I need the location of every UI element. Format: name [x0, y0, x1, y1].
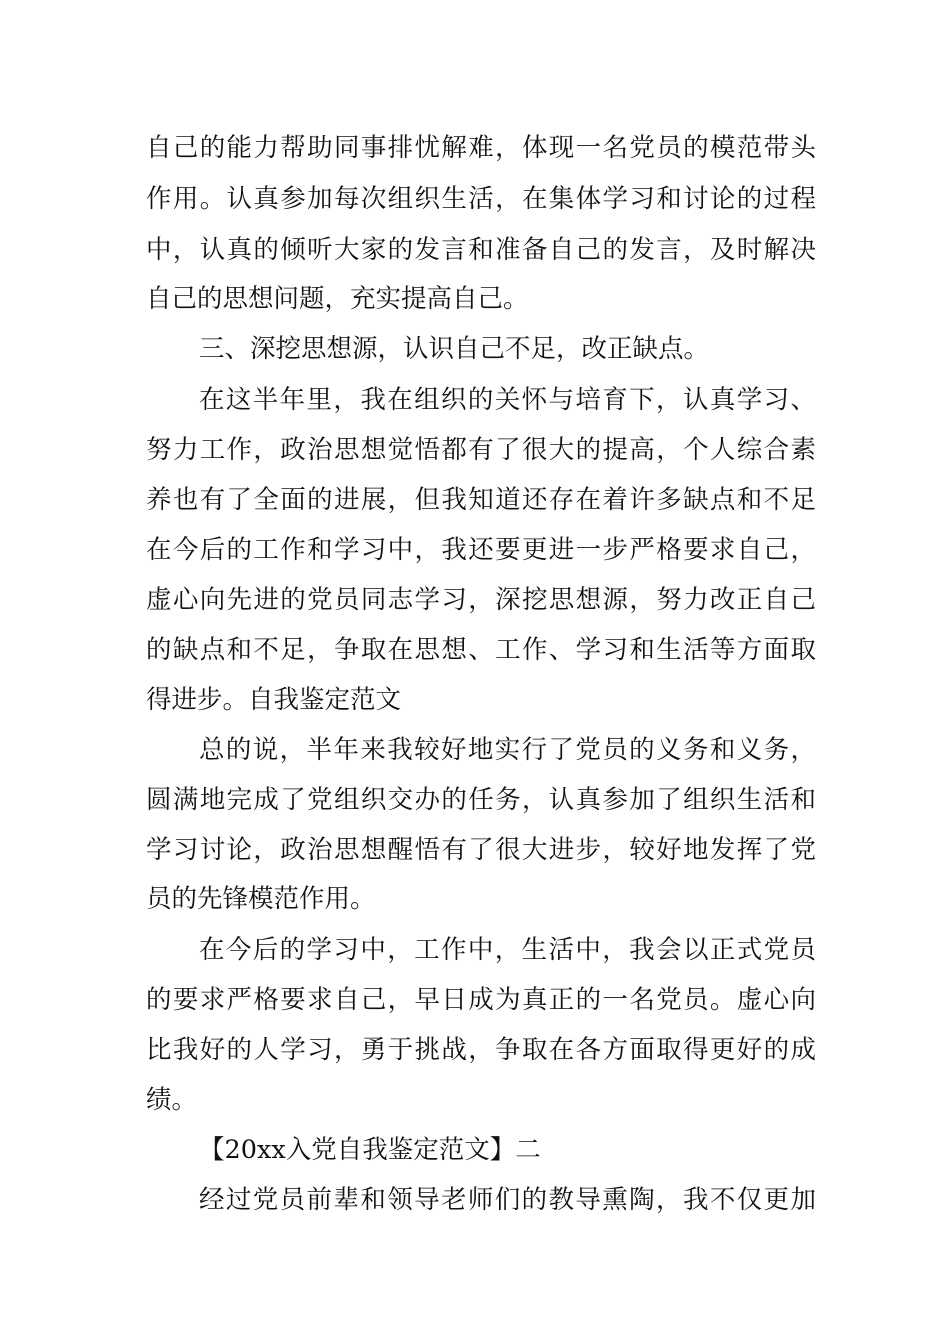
text-line: 的缺点和不足，争取在思想、工作、学习和生活等方面取 — [146, 635, 816, 665]
text-line: 的要求严格要求自己，早日成为真正的一名党员。虚心向 — [146, 985, 816, 1015]
section-heading: 三、深挖思想源，认识自己不足，改正缺点。 — [199, 334, 710, 364]
text-line: 绩。 — [146, 1085, 198, 1115]
text-line: 养也有了全面的进展，但我知道还存在着许多缺点和不足 — [146, 485, 816, 515]
text-line: 员的先锋模范作用。 — [146, 884, 376, 914]
text-line: 在这半年里，我在组织的关怀与培育下，认真学习、 — [199, 385, 816, 415]
text-line: 在今后的学习中，工作中，生活中，我会以正式党员 — [199, 935, 816, 965]
text-line: 总的说，半年来我较好地实行了党员的义务和义务， — [199, 735, 816, 765]
text-line: 经过党员前辈和领导老师们的教导熏陶，我不仅更加 — [199, 1185, 816, 1215]
text-line: 虚心向先进的党员同志学习，深挖思想源，努力改正自己 — [146, 585, 816, 615]
text-line: 比我好的人学习，勇于挑战，争取在各方面取得更好的成 — [146, 1035, 816, 1065]
text-line: 圆满地完成了党组织交办的任务，认真参加了组织生活和 — [146, 785, 816, 815]
text-line: 作用。认真参加每次组织生活，在集体学习和讨论的过程 — [146, 184, 816, 214]
text-line: 学习讨论，政治思想醒悟有了很大进步，较好地发挥了党 — [146, 835, 816, 865]
section-title: 【20xx入党自我鉴定范文】二 — [199, 1135, 541, 1165]
text-line: 在今后的工作和学习中，我还要更进一步严格要求自己， — [146, 535, 816, 565]
text-line: 中，认真的倾听大家的发言和准备自己的发言，及时解决 — [146, 235, 816, 265]
text-line: 自己的思想问题，充实提高自己。 — [146, 284, 529, 314]
text-line: 得进步。自我鉴定范文 — [146, 685, 402, 715]
text-line: 自己的能力帮助同事排忧解难，体现一名党员的模范带头 — [146, 133, 816, 163]
text-line: 努力工作，政治思想觉悟都有了很大的提高，个人综合素 — [146, 435, 816, 465]
